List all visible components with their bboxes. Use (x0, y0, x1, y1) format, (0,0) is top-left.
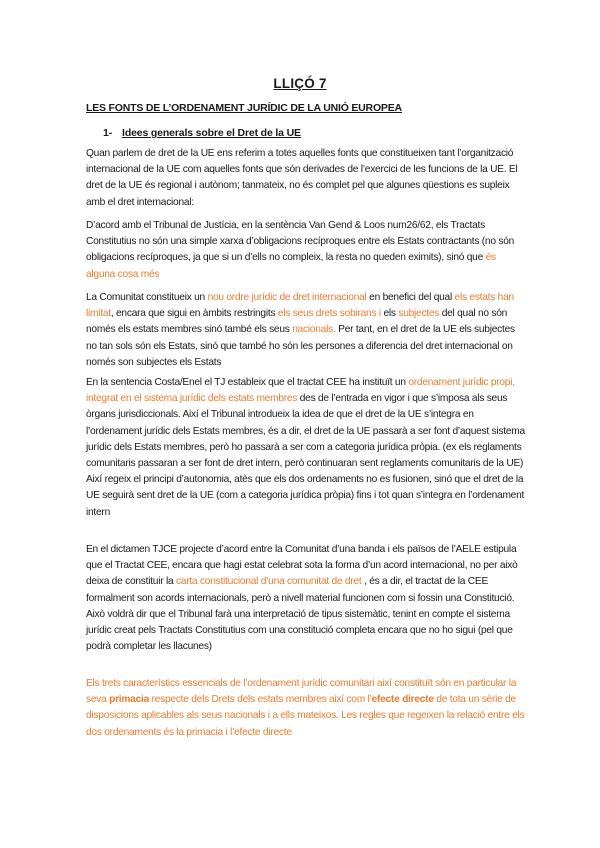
paragraph-new-legal-order (86, 290, 526, 371)
bold-run: efecte directe (371, 694, 434, 706)
text-run: des de l’entrada en vigor i que s’imposa als seus òrgans jurisdiccionals. Així el Tribunal introdueix la idea de que el dret de la UE s’integra en l’ordenament jurídic dels Estats membres, és a dir, el dret de la UE passarà a ser font d’aquest sistema jurídic dels Estats membres, però ho passarà a ser com a categoria jurídica pròpia. (ex els reglaments comunitaris passaran a ser font de dret intern, però continuaran sent reglaments comunitaris de la UE) Així regeix el principi d’autonomia, atès que els dos ordenaments no es fusionen, sinó que el dret de la UE seguirà sent dret de la UE (com a categoria jurídica pròpia) fins i tot quan s’integra en l’ordenament intern (86, 393, 525, 518)
bold-run: primacia (109, 694, 150, 706)
highlight-run: subjectes (398, 308, 440, 320)
paragraph-costa-enel (86, 375, 526, 521)
lesson-subtitle: LES FONTS DE L’ORDENAMENT JURÍDIC DE LA UNIÓ EUROPEA (86, 102, 402, 114)
text-run: en benefici del qual (366, 292, 455, 303)
text-run: D’acord amb el Tribunal de Justícia, en la sentència Van Gend & Loos num26/62, els Tractats Constitutius no són una simple xarxa d’obligacions recíproques entre els Estats contractants (no són obligacions recíproques, ja que si un d’ells no compleix, la resta no queden eximits), sinó que (86, 220, 515, 264)
highlight-run: ordenament jurídic propi, integrat en el sistema jurídic dels estats membres (86, 377, 515, 405)
highlight-run: nou ordre jurídic de dret internacional (207, 292, 367, 303)
highlight-run: nacionals. (292, 324, 336, 336)
highlight-run: és alguna cosa més (86, 252, 496, 280)
text-run: En la sentencia Costa/Enel el TJ estableix que el tractat CEE ha instituït un (86, 377, 409, 388)
text-run: Els trets característics essencials de l’ordenament jurídic comunitari així constituït són en particular la seva (86, 678, 517, 706)
section-heading (103, 127, 523, 139)
text-run: La Comunitat constitueix un (86, 292, 208, 303)
section-title: Idees generals sobre el Dret de la UE (122, 127, 301, 139)
section-number: 1- (103, 127, 113, 139)
lesson-title: LLIÇÓ 7 (273, 76, 327, 91)
paragraph-dictamen (86, 542, 526, 655)
highlight-run: carta constitucional d’una comunitat de dret (175, 576, 362, 588)
paragraph-van-gend (86, 218, 526, 283)
text-run: , és a dir, el tractat de la CEE formalment son acords internacionals, però a nivell material funcionen com si fossin una Constitució. Això voldrà dir que el Tribunal farà una interpretació de tipus sistemàtic, tenint en compte el sistema jurídic creat pels Tractats Constitutius com una constitució completa encara que no ho sigui (pel que podrà completar les llacunes) (86, 576, 515, 653)
text-run: En el dictamen TJCE projecte d’acord entre la Comunitat d’una banda i els països de l’AELE estipula que el Tractat CEE, encara que hagi estat celebrat sota la forma d’un acord internacional, no per això deixa de constituir la (86, 544, 518, 588)
text-run: respecte dels Drets dels estats membres així com l’ (149, 694, 372, 706)
highlight-run: els estats han limitat (86, 292, 514, 320)
text-run: de tota un sèrie de disposicions aplicables als seus nacionals i a ells mateixos. Les regles que regeixen la relació entre els dos ordenaments és la primacia i l’efecte directe (86, 694, 525, 738)
text-run: , encara que sigui en àmbits restringits (110, 308, 278, 320)
text-run: Per tant, en el dret de la UE els subjectes no tan sols són els Estats, sinó que també ho són les persones a diferencia del dret internacional on només son subjectes els Estats (86, 324, 515, 368)
highlight-run: els seus drets sobirans i (277, 308, 381, 320)
paragraph-essential-traits (86, 676, 526, 741)
text-run: els (380, 308, 399, 320)
text-run: del qual no són només els estats membres sinó també els seus (86, 308, 508, 336)
paragraph-intro: Quan parlem de dret de la UE ens referim a totes aquelles fonts que constitueixen tant l’organització internacional de la UE com aquelles fonts que són derivades de l’exercici de les funcions de la UE. El dret de la UE és regional i autònom; tanmateix, no és complet pel que algunes qüestions es supleix amb el dret internacional: (86, 148, 518, 208)
